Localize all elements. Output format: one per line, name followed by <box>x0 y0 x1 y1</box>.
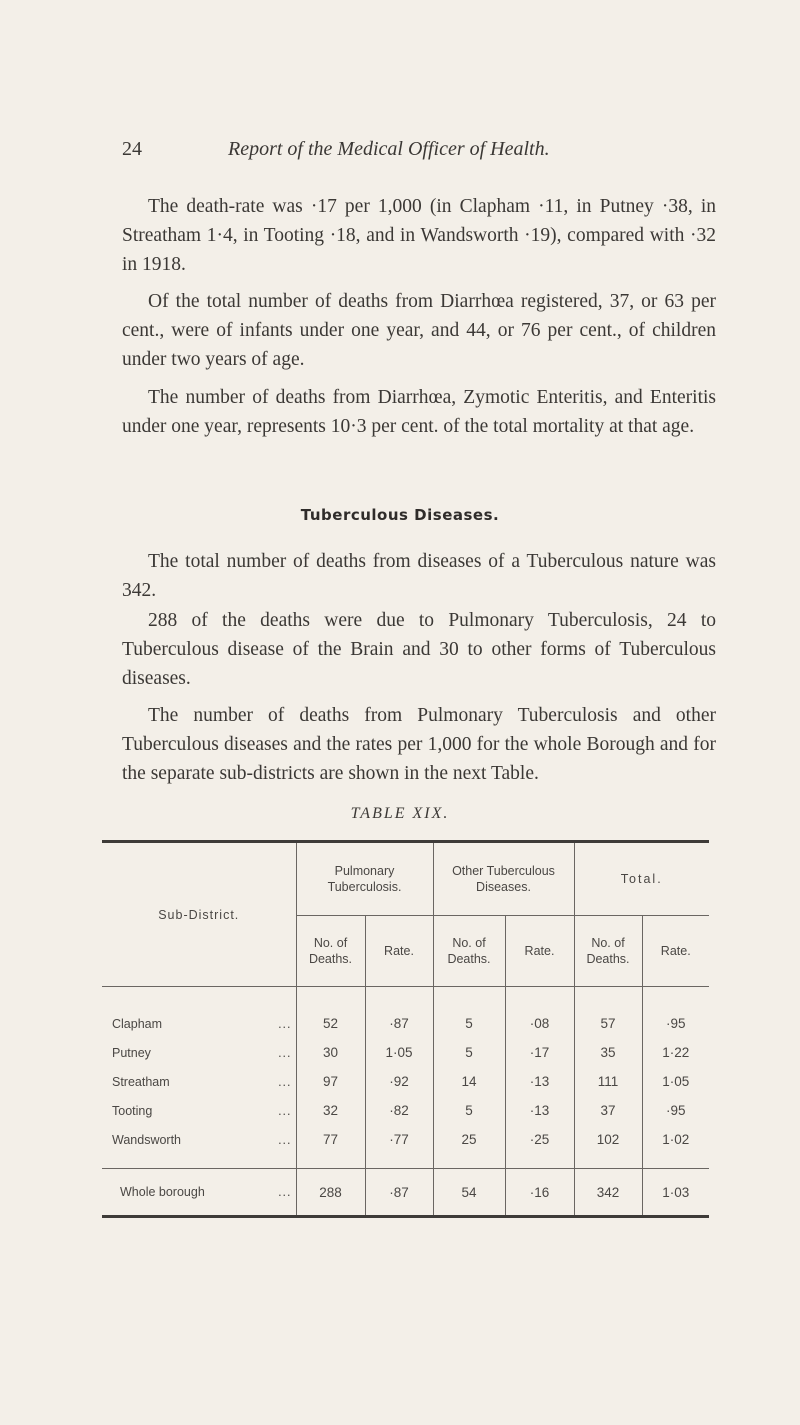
paragraph-diarrhoea-deaths: Of the total number of deaths from Diarrhœa registered, 37, or 63 per cent., were of infants under one year, and 44, or 76 per cent., of children under two years of age. <box>122 291 716 370</box>
row-leader-dots: ... <box>278 1103 292 1118</box>
pulmonary-rate-cell: ·87 <box>365 1009 433 1038</box>
other-deaths-cell: 5 <box>433 1038 505 1067</box>
pulmonary-rate-cell: ·77 <box>365 1125 433 1154</box>
row-name: Whole borough <box>120 1185 205 1199</box>
pulmonary-deaths-cell: 30 <box>296 1038 365 1067</box>
header-other-rate: Rate. <box>505 916 574 987</box>
table-row <box>102 1009 709 1038</box>
row-name: Putney <box>112 1045 151 1060</box>
other-rate-cell: ·17 <box>505 1038 574 1067</box>
other-rate-cell: ·16 <box>505 1169 574 1217</box>
total-rate-cell: 1·02 <box>642 1125 709 1154</box>
header-pulmonary: Pulmonary Tuberculosis. <box>296 842 433 916</box>
tuberculosis-table <box>102 840 709 1218</box>
pulmonary-rate-cell: 1·05 <box>365 1038 433 1067</box>
paragraph-death-rate: The death-rate was ·17 per 1,000 (in Clapham ·11, in Putney ·38, in Streatham 1·4, in Tooting ·18, and in Wandsworth ·19), compared with ·32 in 1918. <box>122 196 716 275</box>
other-deaths-cell: 14 <box>433 1067 505 1096</box>
other-rate-cell: ·25 <box>505 1125 574 1154</box>
header-total-deaths: No. of Deaths. <box>574 916 642 987</box>
running-title: Report of the Medical Officer of Health. <box>228 138 550 160</box>
row-leader-dots: ... <box>278 1185 292 1199</box>
total-deaths-cell: 35 <box>574 1038 642 1067</box>
pulmonary-deaths-cell: 77 <box>296 1125 365 1154</box>
pulmonary-deaths-cell: 97 <box>296 1067 365 1096</box>
other-rate-cell: ·13 <box>505 1096 574 1125</box>
other-rate-cell: ·13 <box>505 1067 574 1096</box>
total-rate-cell: 1·05 <box>642 1067 709 1096</box>
table-total-row <box>102 1169 709 1217</box>
table-caption: TABLE XIX. <box>350 805 450 822</box>
pulmonary-rate-cell: ·87 <box>365 1169 433 1217</box>
total-deaths-cell: 111 <box>574 1067 642 1096</box>
other-deaths-cell: 54 <box>433 1169 505 1217</box>
paragraph-tuberculosis-breakdown: 288 of the deaths were due to Pulmonary Tuberculosis, 24 to Tuberculous disease of the Brain and 30 to other forms of Tuberculous diseases. <box>122 610 716 689</box>
row-name: Tooting <box>112 1103 153 1118</box>
table-row <box>102 1038 709 1067</box>
row-leader-dots: ... <box>278 1132 292 1147</box>
table-row <box>102 1125 709 1154</box>
header-pulmonary-deaths: No. of Deaths. <box>296 916 365 987</box>
header-other-tuberculous: Other Tuberculous Diseases. <box>433 842 574 916</box>
total-deaths-cell: 37 <box>574 1096 642 1125</box>
pulmonary-deaths-cell: 52 <box>296 1009 365 1038</box>
section-title: Tuberculous Diseases. <box>300 506 500 524</box>
header-other-deaths: No. of Deaths. <box>433 916 505 987</box>
row-name: Clapham <box>112 1016 163 1031</box>
header-total: Total. <box>574 842 709 916</box>
total-rate-cell: ·95 <box>642 1009 709 1038</box>
paragraph-enteritis: The number of deaths from Diarrhœa, Zymotic Enteritis, and Enteritis under one year, represents 10·3 per cent. of the total mortality at that age. <box>122 387 716 437</box>
total-rate-cell: 1·22 <box>642 1038 709 1067</box>
row-leader-dots: ... <box>278 1045 292 1060</box>
other-rate-cell: ·08 <box>505 1009 574 1038</box>
table-row <box>102 1096 709 1125</box>
table-row <box>102 1067 709 1096</box>
row-name: Streatham <box>112 1074 170 1089</box>
row-name: Wandsworth <box>112 1132 182 1147</box>
paragraph-total-tuberculous: The total number of deaths from diseases of a Tuberculous nature was 342. <box>122 551 716 601</box>
pulmonary-deaths-cell: 288 <box>296 1169 365 1217</box>
paragraph-table-intro: The number of deaths from Pulmonary Tuberculosis and other Tuberculous diseases and the rates per 1,000 for the whole Borough and for the separate sub-districts are shown in the next Table. <box>122 705 716 784</box>
pulmonary-rate-cell: ·82 <box>365 1096 433 1125</box>
header-sub-district: Sub-District. <box>102 842 296 987</box>
header-total-rate: Rate. <box>642 916 709 987</box>
total-deaths-cell: 102 <box>574 1125 642 1154</box>
page-number: 24 <box>122 138 142 160</box>
other-deaths-cell: 25 <box>433 1125 505 1154</box>
total-deaths-cell: 342 <box>574 1169 642 1217</box>
pulmonary-deaths-cell: 32 <box>296 1096 365 1125</box>
row-leader-dots: ... <box>278 1016 292 1031</box>
other-deaths-cell: 5 <box>433 1096 505 1125</box>
pulmonary-rate-cell: ·92 <box>365 1067 433 1096</box>
total-rate-cell: ·95 <box>642 1096 709 1125</box>
total-rate-cell: 1·03 <box>642 1169 709 1217</box>
total-deaths-cell: 57 <box>574 1009 642 1038</box>
other-deaths-cell: 5 <box>433 1009 505 1038</box>
header-pulmonary-rate: Rate. <box>365 916 433 987</box>
row-leader-dots: ... <box>278 1074 292 1089</box>
